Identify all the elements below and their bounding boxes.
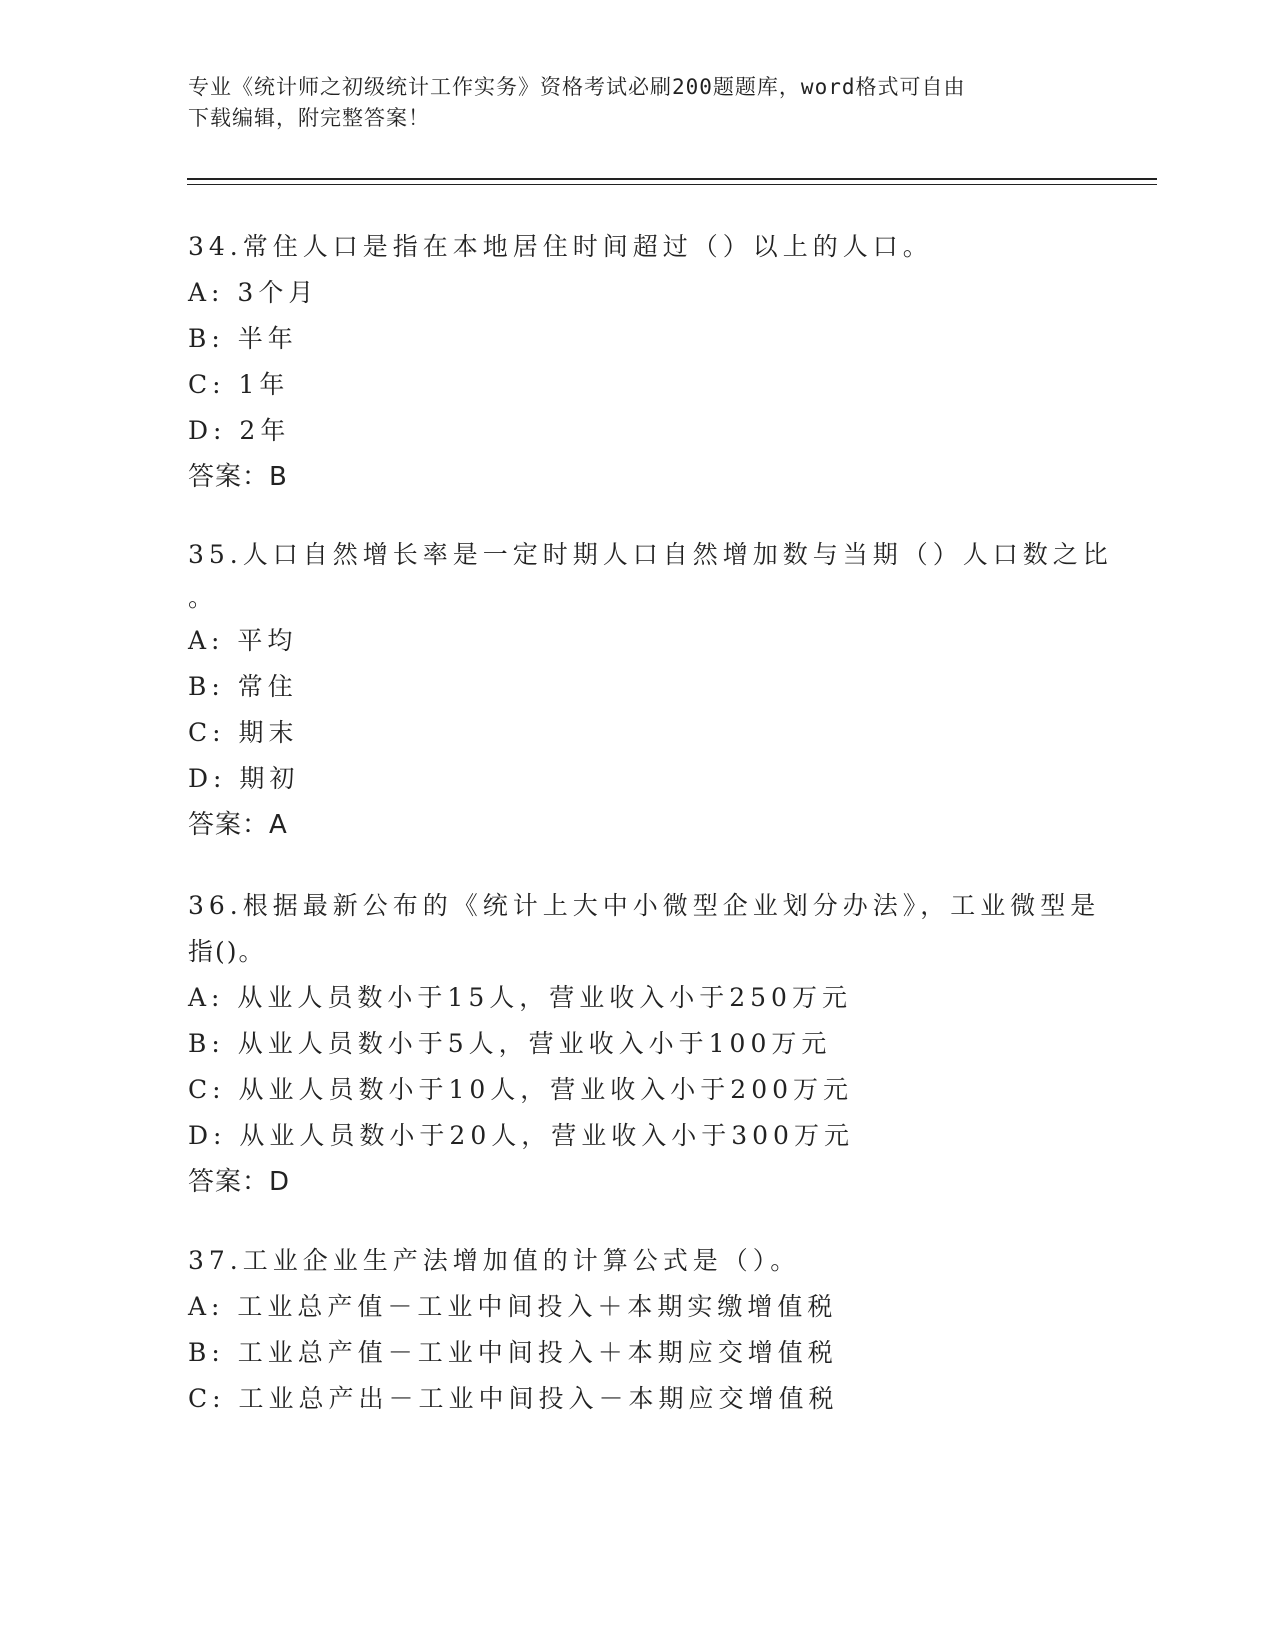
header-divider-thick <box>187 178 1157 180</box>
option-a: A: 3个月 <box>188 278 319 307</box>
option-d: D: 2年 <box>188 416 291 445</box>
question-37 <box>188 1238 1088 1422</box>
option-c: C: 1年 <box>188 370 290 399</box>
option-c: C: 工业总产出－工业中间投入－本期应交增值税 <box>188 1384 839 1413</box>
option-d: D: 从业人员数小于20人，营业收入小于300万元 <box>188 1121 854 1150</box>
option-a: A: 工业总产值－工业中间投入＋本期实缴增值税 <box>188 1292 838 1321</box>
header-line-1: 专业《统计师之初级统计工作实务》资格考试必刷200题题库，word格式可自由 <box>188 75 966 99</box>
document-header <box>188 72 1078 134</box>
option-d: D: 期初 <box>188 764 300 793</box>
question-stem: 36.根据最新公布的《统计上大中小微型企业划分办法》，工业微型是 <box>188 891 1101 920</box>
question-36 <box>188 883 1101 1205</box>
answer: 答案：B <box>188 462 288 492</box>
question-stem-continued: 。 <box>188 583 216 612</box>
option-a: A: 从业人员数小于15人，营业收入小于250万元 <box>188 983 852 1012</box>
header-divider-thin <box>187 184 1157 185</box>
option-b: B: 从业人员数小于5人，营业收入小于100万元 <box>188 1029 832 1058</box>
question-35 <box>188 532 1113 848</box>
question-stem: 35.人口自然增长率是一定时期人口自然增加数与当期（）人口数之比 <box>188 540 1113 569</box>
option-c: C: 从业人员数小于10人，营业收入小于200万元 <box>188 1075 854 1104</box>
question-34 <box>188 224 1088 500</box>
option-b: B: 常住 <box>188 672 298 701</box>
question-stem: 37.工业企业生产法增加值的计算公式是（）。 <box>188 1246 801 1275</box>
option-b: B: 半年 <box>188 324 298 353</box>
option-a: A: 平均 <box>188 626 298 655</box>
option-b: B: 工业总产值－工业中间投入＋本期应交增值税 <box>188 1338 838 1367</box>
option-c: C: 期末 <box>188 718 299 747</box>
question-stem: 34.常住人口是指在本地居住时间超过（）以上的人口。 <box>188 232 933 261</box>
header-line-2: 下载编辑，附完整答案！ <box>188 106 430 130</box>
answer: 答案：D <box>188 1167 291 1197</box>
answer: 答案：A <box>188 810 288 840</box>
question-stem-continued: 指()。 <box>188 937 266 966</box>
